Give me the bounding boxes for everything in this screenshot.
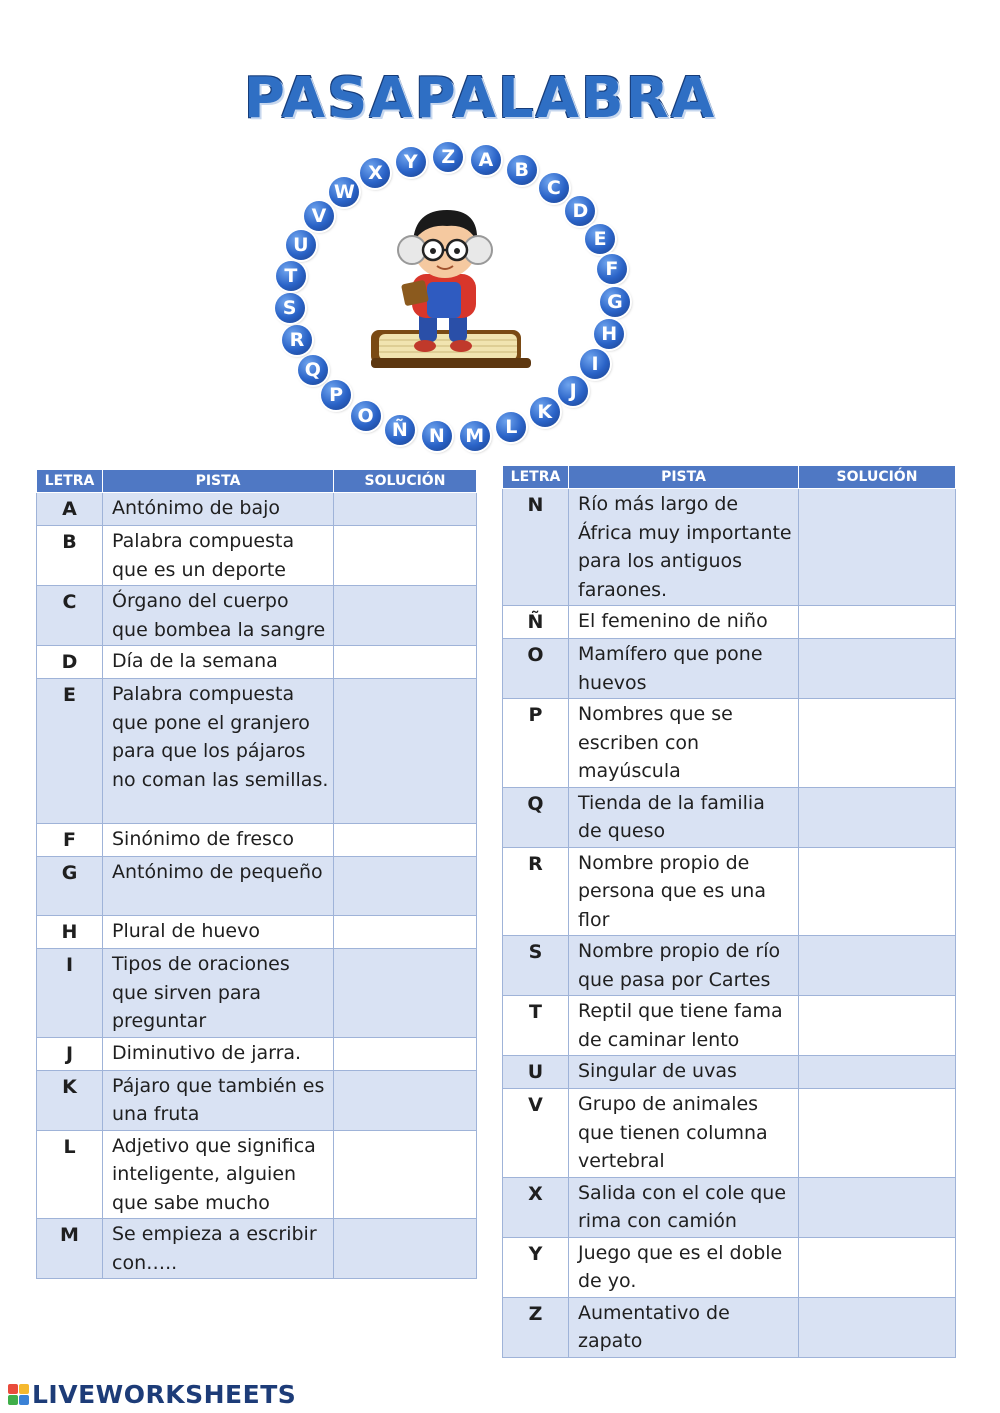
wheel-letter-C: C — [539, 173, 569, 203]
clue-table-left — [36, 469, 477, 1279]
wheel-letter-W: W — [329, 177, 359, 207]
clue-table-right — [502, 465, 956, 1358]
wheel-letter-J: J — [558, 376, 588, 406]
wheel-letter-Ñ: Ñ — [385, 415, 415, 445]
row-letter: V — [503, 1089, 569, 1178]
row-clue: Reptil que tiene fama de caminar lento — [569, 996, 799, 1056]
row-clue: Se empieza a escribir con….. — [103, 1219, 334, 1279]
logo-square — [8, 1384, 18, 1394]
row-letter: F — [37, 824, 103, 857]
clue-row-R — [503, 847, 956, 936]
solution-answer-field[interactable] — [334, 1130, 477, 1219]
row-letter: G — [37, 857, 103, 916]
row-letter: D — [37, 646, 103, 679]
wheel-letter-Z: Z — [433, 142, 463, 172]
clue-row-O — [503, 639, 956, 699]
kid-on-book-illustration — [357, 190, 547, 380]
wheel-letter-R: R — [282, 325, 312, 355]
clue-row-C — [37, 586, 477, 646]
solution-answer-field[interactable] — [799, 1056, 956, 1089]
clue-row-F — [37, 824, 477, 857]
row-clue: Nombre propio de persona que es una flor — [569, 847, 799, 936]
row-clue: Órgano del cuerpo que bombea la sangre — [103, 586, 334, 646]
solution-answer-field[interactable] — [334, 646, 477, 679]
solution-answer-field[interactable] — [799, 639, 956, 699]
row-letter: J — [37, 1037, 103, 1070]
row-clue: Mamífero que pone huevos — [569, 639, 799, 699]
solution-answer-field[interactable] — [799, 936, 956, 996]
wheel-letter-G: G — [600, 287, 630, 317]
wheel-letter-F: F — [597, 254, 627, 284]
solution-answer-field[interactable] — [334, 679, 477, 824]
wheel-letter-N: N — [422, 421, 452, 451]
logo-square — [8, 1395, 18, 1405]
row-letter: P — [503, 699, 569, 788]
row-letter: I — [37, 949, 103, 1038]
logo-square — [19, 1384, 29, 1394]
row-clue: Diminutivo de jarra. — [103, 1037, 334, 1070]
row-letter: O — [503, 639, 569, 699]
row-letter: X — [503, 1177, 569, 1237]
solution-answer-field[interactable] — [334, 586, 477, 646]
clue-row-D — [37, 646, 477, 679]
header-clue: PISTA — [103, 470, 334, 493]
clue-row-Y — [503, 1237, 956, 1297]
row-clue: Juego que es el doble de yo. — [569, 1237, 799, 1297]
clue-row-A — [37, 493, 477, 526]
wheel-letter-L: L — [496, 412, 526, 442]
row-clue: Tienda de la familia de queso — [569, 787, 799, 847]
clue-row-G — [37, 857, 477, 916]
row-letter: Q — [503, 787, 569, 847]
wheel-letter-V: V — [304, 201, 334, 231]
solution-answer-field[interactable] — [334, 916, 477, 949]
row-clue: Aumentativo de zapato — [569, 1297, 799, 1357]
clue-row-M — [37, 1219, 477, 1279]
row-clue: El femenino de niño — [569, 606, 799, 639]
row-clue: Plural de huevo — [103, 916, 334, 949]
solution-answer-field[interactable] — [799, 787, 956, 847]
row-letter: U — [503, 1056, 569, 1089]
wheel-letter-A: A — [471, 145, 501, 175]
row-clue: Sinónimo de fresco — [103, 824, 334, 857]
row-letter: N — [503, 489, 569, 606]
row-clue: Río más largo de África muy importante para los antiguos faraones. — [569, 489, 799, 606]
wheel-letter-Q: Q — [298, 355, 328, 385]
row-letter: Ñ — [503, 606, 569, 639]
clue-row-B — [37, 526, 477, 586]
row-letter: A — [37, 493, 103, 526]
row-clue: Grupo de animales que tienen columna vertebral — [569, 1089, 799, 1178]
row-letter: E — [37, 679, 103, 824]
header-letter: LETRA — [503, 466, 569, 489]
row-clue: Nombre propio de río que pasa por Cartes — [569, 936, 799, 996]
solution-answer-field[interactable] — [799, 847, 956, 936]
clue-row-K — [37, 1070, 477, 1130]
clue-row-H — [37, 916, 477, 949]
row-letter: S — [503, 936, 569, 996]
row-clue: Adjetivo que significa inteligente, alguien que sabe mucho — [103, 1130, 334, 1219]
wheel-letter-K: K — [530, 397, 560, 427]
page-title: PASAPALABRA — [243, 66, 717, 131]
wheel-letter-U: U — [286, 230, 316, 260]
clue-row-Q — [503, 787, 956, 847]
solution-answer-field[interactable] — [334, 1037, 477, 1070]
logo-square — [19, 1395, 29, 1405]
wheel-letter-E: E — [585, 224, 615, 254]
solution-answer-field[interactable] — [334, 1070, 477, 1130]
row-clue: Palabra compuesta que pone el granjero para que los pájaros no coman las semillas. — [103, 679, 334, 824]
clue-row-U — [503, 1056, 956, 1089]
solution-answer-field[interactable] — [799, 1089, 956, 1178]
wheel-letter-H: H — [594, 319, 624, 349]
row-letter: Y — [503, 1237, 569, 1297]
solution-answer-field[interactable] — [334, 949, 477, 1038]
header-solution: SOLUCIÓN — [799, 466, 956, 489]
clue-row-Z — [503, 1297, 956, 1357]
row-clue: Pájaro que también es una fruta — [103, 1070, 334, 1130]
row-letter: M — [37, 1219, 103, 1279]
header-clue: PISTA — [569, 466, 799, 489]
clue-row-I — [37, 949, 477, 1038]
wheel-letter-O: O — [351, 401, 381, 431]
solution-answer-field[interactable] — [334, 526, 477, 586]
row-letter: H — [37, 916, 103, 949]
solution-answer-field[interactable] — [334, 1219, 477, 1279]
row-letter: K — [37, 1070, 103, 1130]
solution-answer-field[interactable] — [334, 857, 477, 916]
solution-answer-field[interactable] — [799, 1237, 956, 1297]
clue-row-E — [37, 679, 477, 824]
row-clue: Día de la semana — [103, 646, 334, 679]
clue-row-L — [37, 1130, 477, 1219]
wheel-letter-S: S — [275, 293, 305, 323]
row-clue: Singular de uvas — [569, 1056, 799, 1089]
wheel-letter-M: M — [460, 421, 490, 451]
solution-answer-field[interactable] — [799, 699, 956, 788]
clue-row-T — [503, 996, 956, 1056]
solution-answer-field[interactable] — [334, 824, 477, 857]
row-clue: Tipos de oraciones que sirven para preguntar — [103, 949, 334, 1038]
wheel-letter-B: B — [507, 155, 537, 185]
letter-wheel — [262, 132, 642, 462]
wheel-letter-X: X — [360, 158, 390, 188]
brand-text: LIVEWORKSHEETS — [32, 1379, 297, 1409]
row-letter: B — [37, 526, 103, 586]
row-clue: Palabra compuesta que es un deporte — [103, 526, 334, 586]
clue-row-P — [503, 699, 956, 788]
clue-row-S — [503, 936, 956, 996]
wheel-letter-P: P — [321, 380, 351, 410]
solution-answer-field[interactable] — [799, 1297, 956, 1357]
solution-answer-field[interactable] — [799, 1177, 956, 1237]
wheel-letter-I: I — [580, 349, 610, 379]
solution-answer-field[interactable] — [799, 996, 956, 1056]
solution-answer-field[interactable] — [334, 493, 477, 526]
solution-answer-field[interactable] — [799, 606, 956, 639]
row-clue: Antónimo de bajo — [103, 493, 334, 526]
header-letter: LETRA — [37, 470, 103, 493]
liveworksheets-brand[interactable] — [8, 1380, 296, 1408]
header-solution: SOLUCIÓN — [334, 470, 477, 493]
liveworksheets-logo-icon — [8, 1384, 29, 1405]
wheel-letter-Y: Y — [396, 147, 426, 177]
clue-row-X — [503, 1177, 956, 1237]
wheel-letter-D: D — [565, 196, 595, 226]
wheel-letter-T: T — [276, 261, 306, 291]
clue-row-N — [503, 489, 956, 606]
row-letter: C — [37, 586, 103, 646]
solution-answer-field[interactable] — [799, 489, 956, 606]
row-letter: L — [37, 1130, 103, 1219]
row-clue: Antónimo de pequeño — [103, 857, 334, 916]
row-letter: Z — [503, 1297, 569, 1357]
clue-row-Ñ — [503, 606, 956, 639]
clue-row-J — [37, 1037, 477, 1070]
row-letter: R — [503, 847, 569, 936]
row-clue: Salida con el cole que rima con camión — [569, 1177, 799, 1237]
row-clue: Nombres que se escriben con mayúscula — [569, 699, 799, 788]
row-letter: T — [503, 996, 569, 1056]
clue-row-V — [503, 1089, 956, 1178]
